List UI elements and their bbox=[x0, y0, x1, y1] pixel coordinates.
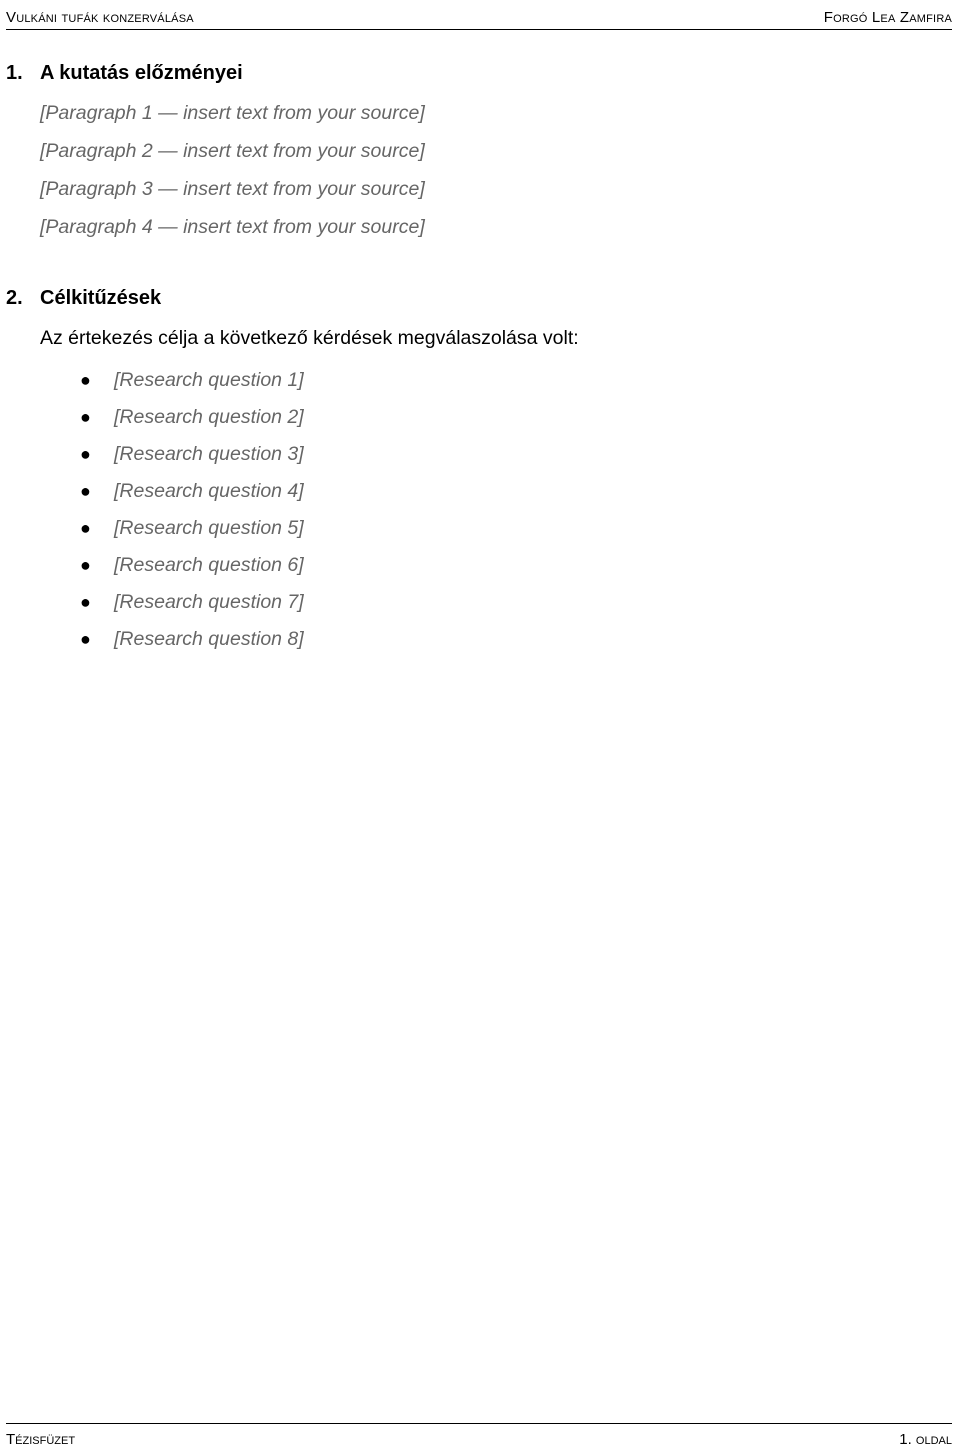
bullet-icon: ● bbox=[80, 481, 91, 501]
section-1-number: 1. bbox=[6, 62, 23, 84]
list-item bbox=[6, 477, 952, 505]
section-1-paragraph-3: [Paragraph 3 — insert text from your source] bbox=[40, 178, 425, 200]
bullet-icon: ● bbox=[80, 370, 91, 390]
section-2-number: 2. bbox=[6, 287, 23, 309]
question-text: [Research question 5] bbox=[114, 517, 304, 539]
question-text: [Research question 3] bbox=[114, 443, 304, 465]
list-item bbox=[6, 366, 952, 394]
section-1-paragraph-1: [Paragraph 1 — insert text from your source] bbox=[40, 102, 425, 124]
bullet-icon: ● bbox=[80, 629, 91, 649]
footer-document-type: Tézisfüzet bbox=[6, 1430, 76, 1448]
list-item bbox=[6, 440, 952, 468]
page-number: 1. oldal bbox=[899, 1430, 952, 1448]
bullet-icon: ● bbox=[80, 407, 91, 427]
page-content bbox=[6, 62, 952, 662]
question-text: [Research question 1] bbox=[114, 369, 304, 391]
list-item bbox=[6, 551, 952, 579]
section-1-paragraph-4: [Paragraph 4 — insert text from your source] bbox=[40, 216, 425, 238]
question-text: [Research question 8] bbox=[114, 628, 304, 650]
running-footer bbox=[6, 1423, 952, 1454]
list-item bbox=[6, 403, 952, 431]
bullet-icon: ● bbox=[80, 592, 91, 612]
header-author-name: Forgó Lea Zamfira bbox=[823, 9, 952, 26]
list-item bbox=[6, 625, 952, 653]
list-item bbox=[6, 588, 952, 616]
bullet-icon: ● bbox=[80, 444, 91, 464]
section-1-heading bbox=[6, 62, 952, 85]
running-header bbox=[6, 0, 952, 30]
list-item bbox=[6, 514, 952, 542]
section-1-title: A kutatás előzményei bbox=[40, 62, 243, 84]
bullet-icon: ● bbox=[80, 518, 91, 538]
section-2-title: Célkitűzések bbox=[40, 287, 162, 309]
section-2-heading bbox=[6, 287, 952, 310]
question-text: [Research question 2] bbox=[114, 406, 304, 428]
question-text: [Research question 7] bbox=[114, 591, 304, 613]
header-document-title: Vulkáni tufák konzerválása bbox=[6, 9, 194, 26]
bullet-icon: ● bbox=[80, 555, 91, 575]
research-questions-list bbox=[6, 366, 952, 653]
question-text: [Research question 6] bbox=[114, 554, 304, 576]
question-text: [Research question 4] bbox=[114, 480, 304, 502]
section-spacer bbox=[6, 251, 952, 287]
section-1-paragraph-2: [Paragraph 2 — insert text from your source] bbox=[40, 140, 425, 162]
section-2-lead: Az értekezés célja a következő kérdések megválaszolása volt: bbox=[40, 327, 579, 349]
